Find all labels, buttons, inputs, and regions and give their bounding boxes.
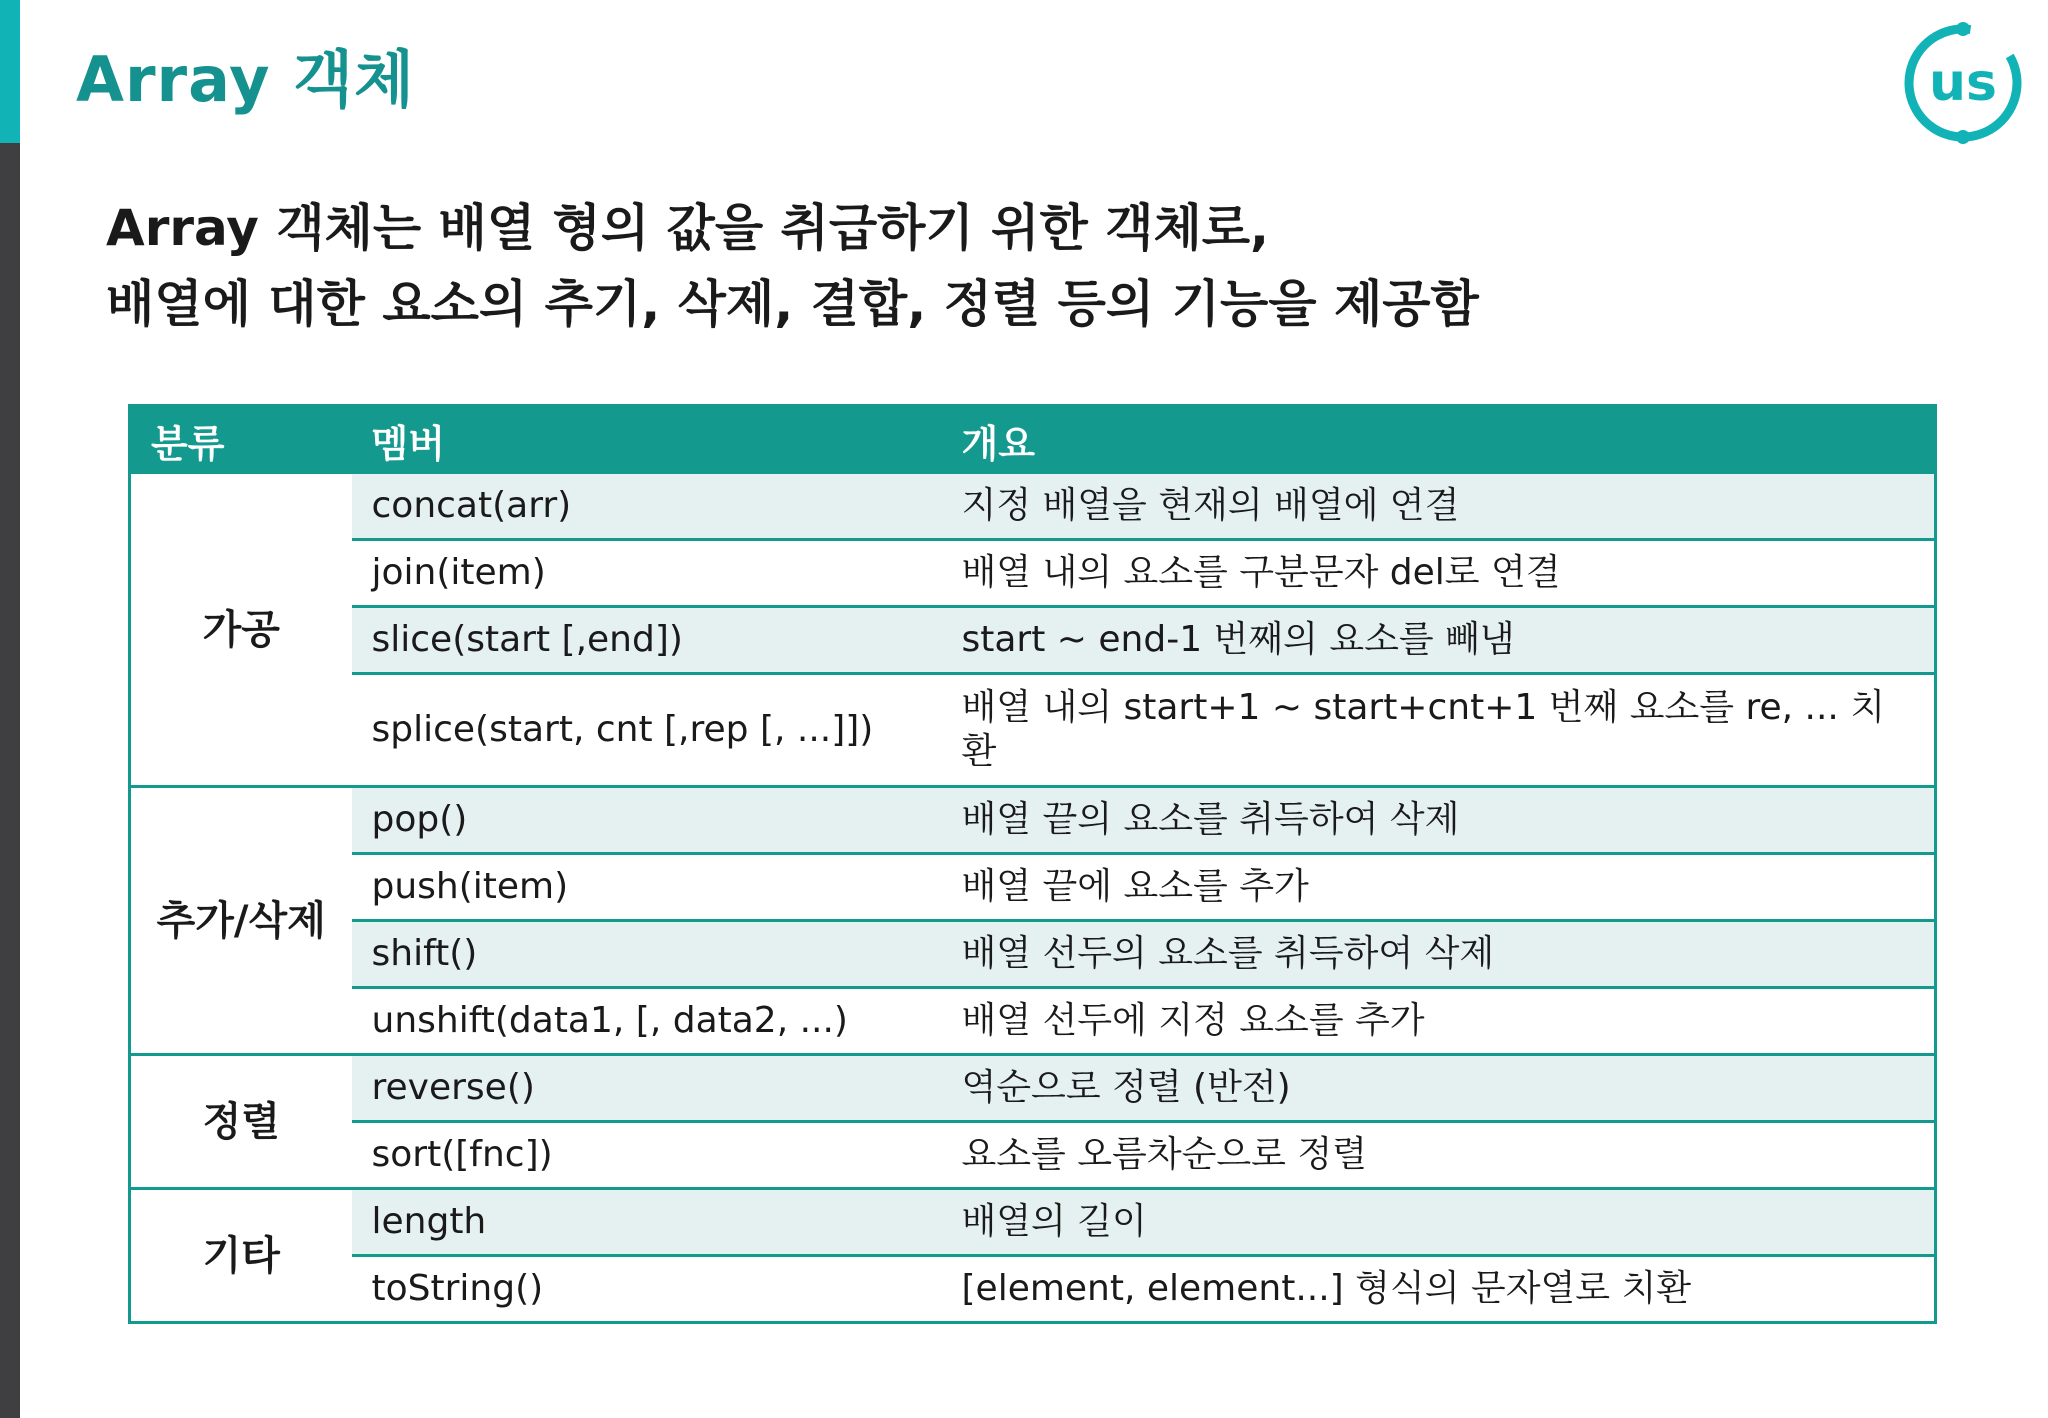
- summary-cell: 배열 끝의 요소를 취득하여 삭제: [942, 787, 1936, 854]
- category-cell: 기타: [130, 1189, 352, 1323]
- member-cell: slice(start [,end]): [352, 607, 942, 674]
- us-logo-icon: [1900, 20, 2026, 146]
- summary-cell: 배열의 길이: [942, 1189, 1936, 1256]
- summary-cell: 배열 내의 start+1 ~ start+cnt+1 번째 요소를 re, ... 치환: [942, 674, 1936, 787]
- summary-cell: 배열 내의 요소를 구분문자 del로 연결: [942, 540, 1936, 607]
- member-cell: reverse(): [352, 1055, 942, 1122]
- header-summary: 개요: [942, 406, 1936, 475]
- summary-cell: 배열 선두에 지정 요소를 추가: [942, 988, 1936, 1055]
- member-cell: pop(): [352, 787, 942, 854]
- table-row: [130, 540, 1936, 607]
- table-row: [130, 674, 1936, 787]
- table-row: [130, 787, 1936, 854]
- summary-cell: 요소를 오름차순으로 정렬: [942, 1122, 1936, 1189]
- member-cell: concat(arr): [352, 474, 942, 540]
- summary-cell: 배열 선두의 요소를 취득하여 삭제: [942, 921, 1936, 988]
- table-row: [130, 1055, 1936, 1122]
- header-category: 분류: [130, 406, 352, 475]
- table-row: [130, 988, 1936, 1055]
- member-cell: shift(): [352, 921, 942, 988]
- logo-text: us: [1929, 53, 1997, 113]
- array-members-table: [128, 404, 1937, 1324]
- member-cell: splice(start, cnt [,rep [, ...]]): [352, 674, 942, 787]
- side-bar: [0, 143, 20, 1418]
- table-row: [130, 474, 1936, 540]
- table-row: [130, 1189, 1936, 1256]
- member-cell: toString(): [352, 1256, 942, 1323]
- header-member: 멤버: [352, 406, 942, 475]
- table-row: [130, 1122, 1936, 1189]
- table-row: [130, 921, 1936, 988]
- summary-cell: [element, element...] 형식의 문자열로 치환: [942, 1256, 1936, 1323]
- summary-cell: 지정 배열을 현재의 배열에 연결: [942, 474, 1936, 540]
- member-cell: sort([fnc]): [352, 1122, 942, 1189]
- intro-text: [106, 190, 1806, 342]
- member-cell: unshift(data1, [, data2, ...): [352, 988, 942, 1055]
- category-cell: 가공: [130, 474, 352, 787]
- member-cell: join(item): [352, 540, 942, 607]
- slide-title: Array 객체: [76, 43, 415, 116]
- intro-line: Array 객체는 배열 형의 값을 취급하기 위한 객체로,: [106, 199, 1270, 257]
- summary-cell: 역순으로 정렬 (반전): [942, 1055, 1936, 1122]
- summary-cell: 배열 끝에 요소를 추가: [942, 854, 1936, 921]
- accent-bar: [0, 0, 20, 143]
- summary-cell: start ~ end-1 번째의 요소를 빼냄: [942, 607, 1936, 674]
- table-row: [130, 854, 1936, 921]
- table-row: [130, 1256, 1936, 1323]
- member-cell: length: [352, 1189, 942, 1256]
- intro-line: 배열에 대한 요소의 추기, 삭제, 결합, 정렬 등의 기능을 제공함: [106, 275, 1479, 333]
- category-cell: 정렬: [130, 1055, 352, 1189]
- table-header-row: [130, 406, 1936, 475]
- member-cell: push(item): [352, 854, 942, 921]
- category-cell: 추가/삭제: [130, 787, 352, 1055]
- table-row: [130, 607, 1936, 674]
